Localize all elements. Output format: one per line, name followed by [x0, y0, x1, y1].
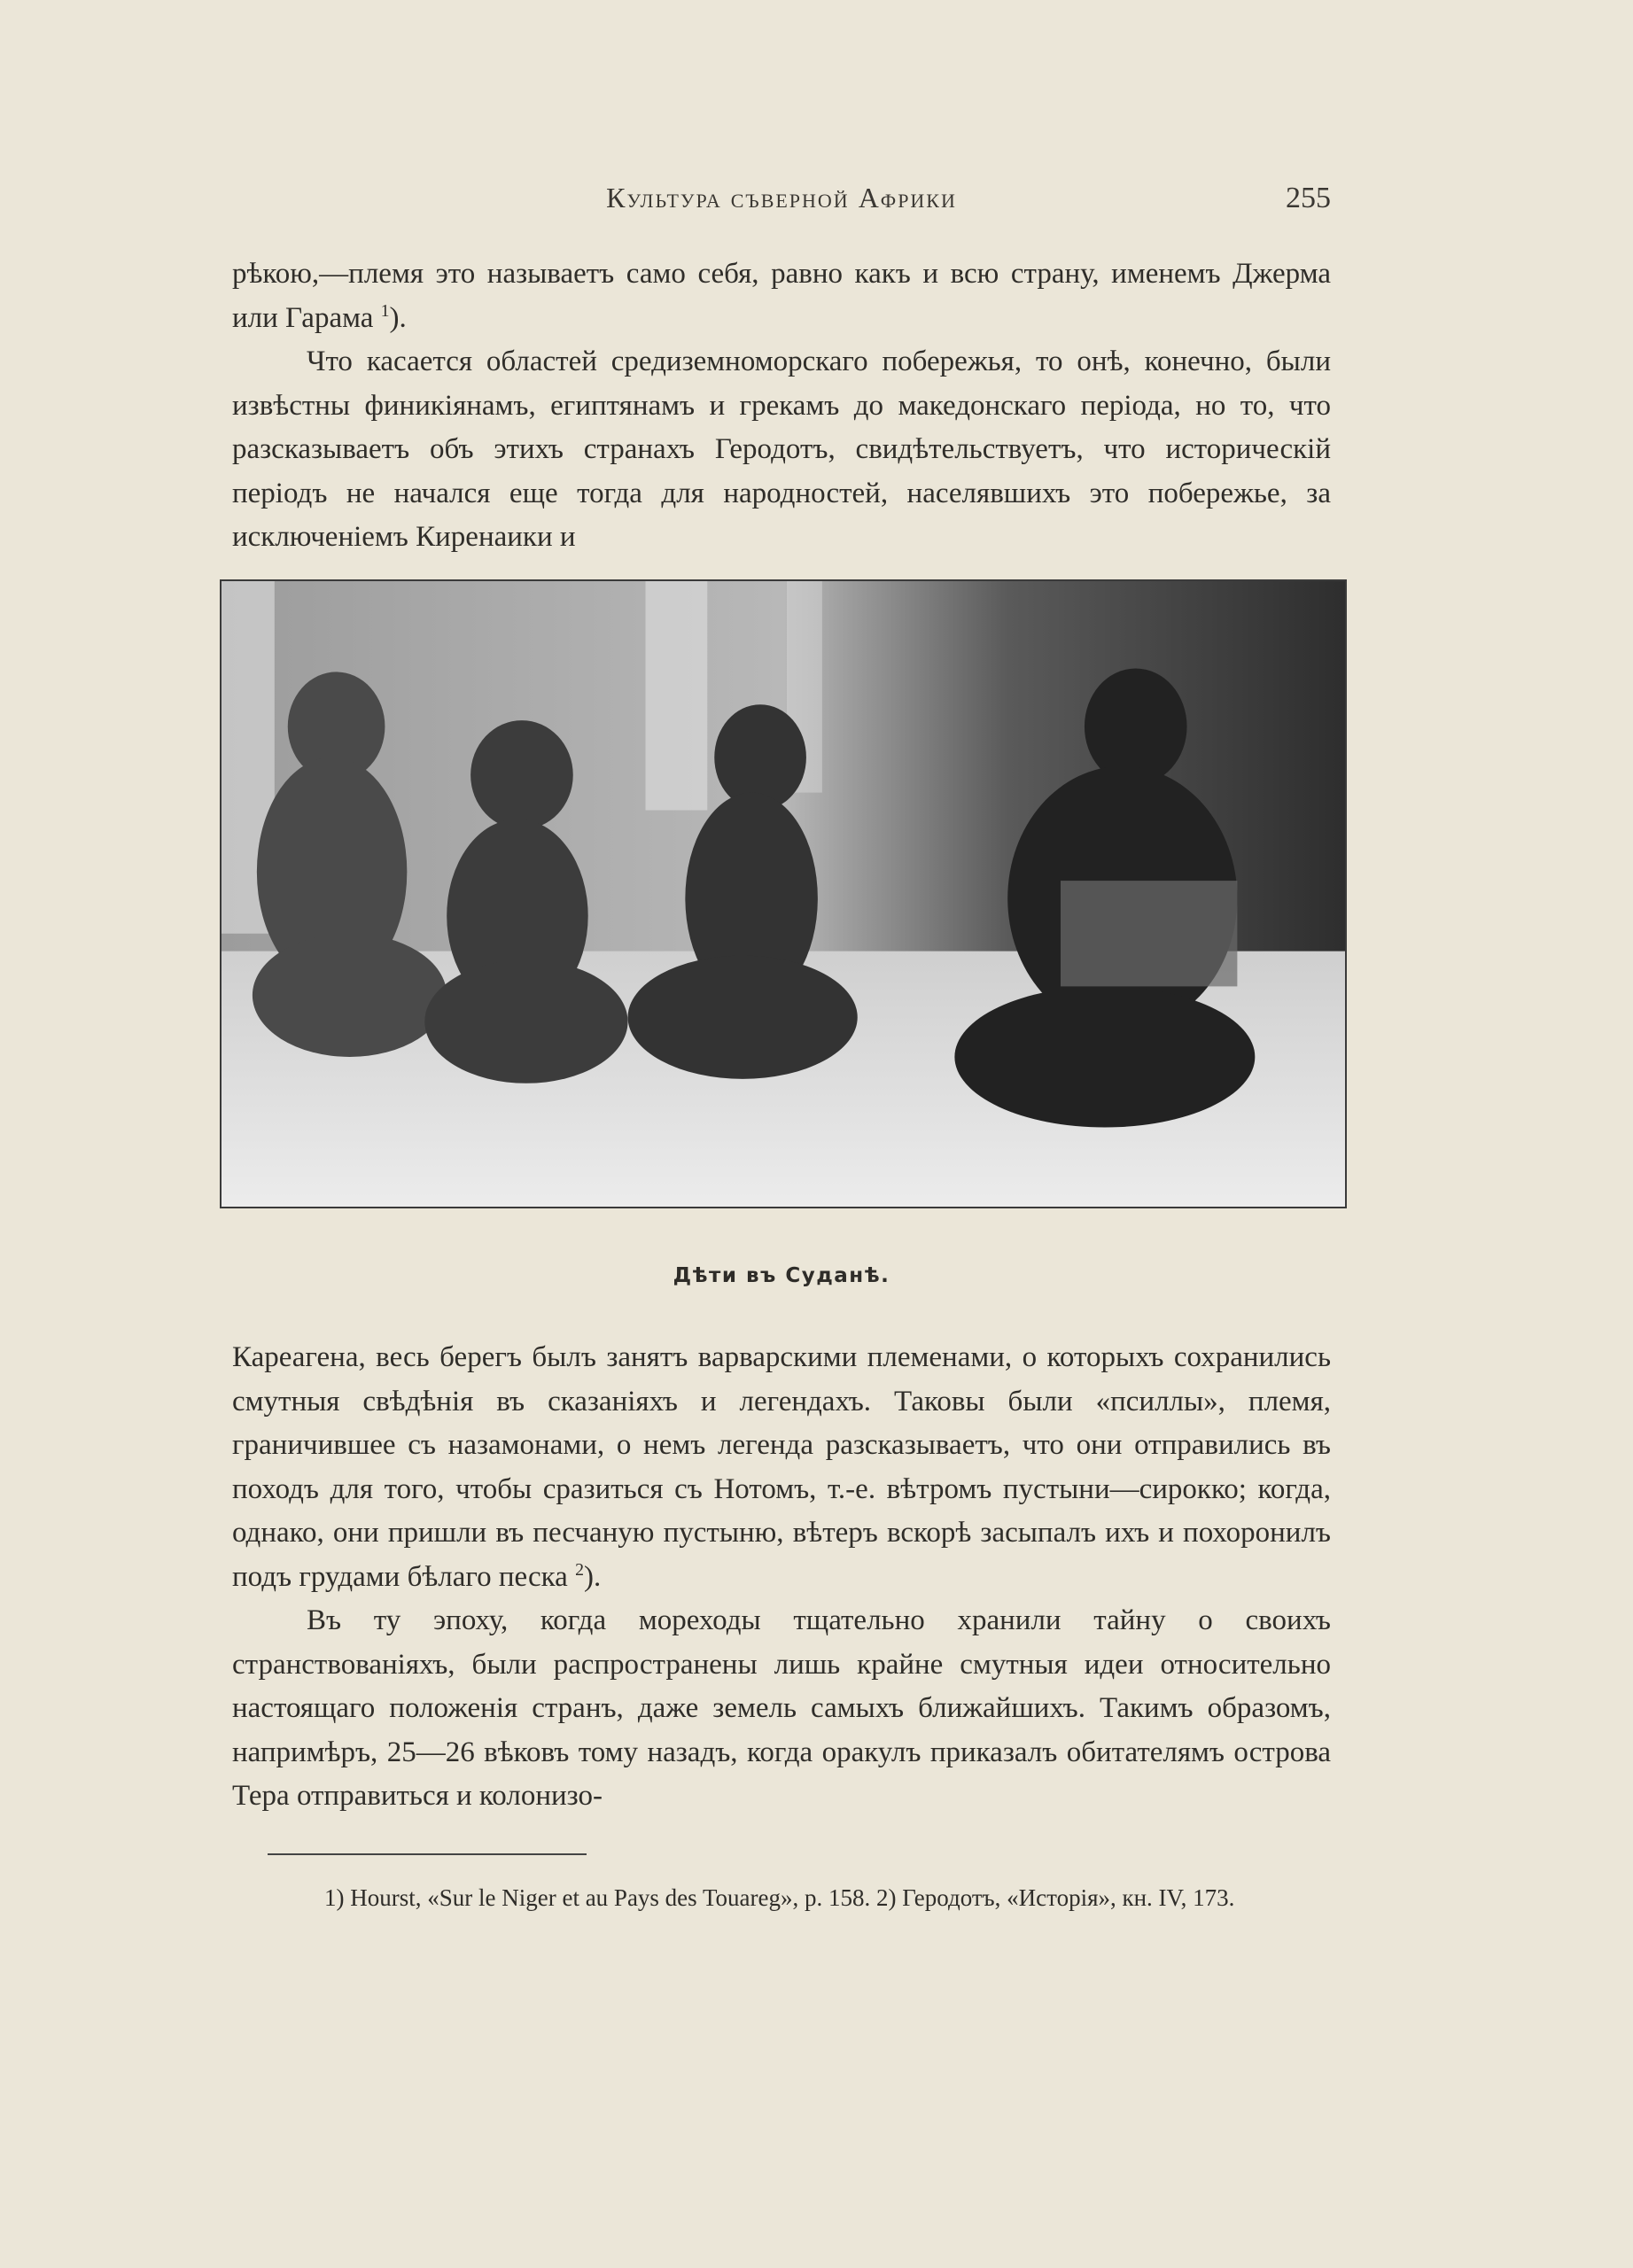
- photo-children-in-sudan: [222, 581, 1345, 1207]
- footnote-divider: [268, 1853, 587, 1855]
- paragraph-text: Кареагена, весь берегъ былъ занятъ варварскими племенами, о которыхъ сохранились смутныя свѣдѣнія въ сказаніяхъ и легендахъ. Таковы были «псиллы», племя, граничившее съ назамонами, о немъ легенда разсказываетъ, что они отправились въ походъ для того, чтобы сразиться съ Нотомъ, т.-е. вѣтромъ пустыни—сирокко; когда, однако, они пришли въ песчаную пустыню, вѣтеръ вскорѣ засыпалъ ихъ и похоронилъ подъ грудами бѣлаго песка: [232, 1341, 1331, 1593]
- figure-caption: Дѣти въ Суданѣ.: [673, 1264, 890, 1287]
- paragraph: Въ ту эпоху, когда мореходы тщательно хранили тайну о своихъ странствованіяхъ, были распространены лишь крайне смутныя идеи относительно настоящаго положенія странъ, даже земель самыхъ ближайшихъ. Такимъ образомъ, напримѣръ, 25—26 вѣковъ тому назадъ, когда оракулъ приказалъ обитателямъ острова Тера отправиться и колонизо-: [232, 1604, 1331, 1812]
- footnotes: [268, 1878, 1331, 1917]
- paragraph-text: рѣкою,—племя это называетъ само себя, равно какъ и всю страну, именемъ Джерма или Гарама: [232, 258, 1331, 334]
- paragraph-continued: рѣкою,—племя это называетъ само себя, равно какъ и всю страну, именемъ Джерма или Гарама $^1$).: [232, 258, 1331, 334]
- running-title: Культура съверной Африки: [606, 182, 957, 214]
- footnote-text: 1) Hourst, «Sur le Niger et au Pays des Touareg», p. 158. 2) Геродотъ, «Исторія», кн. IV, 173.: [324, 1884, 1235, 1911]
- page-number: 255: [1286, 182, 1331, 214]
- footnote-ref-1: 1: [380, 300, 390, 321]
- body-text-bottom: [232, 1336, 1331, 1819]
- running-head: [232, 182, 1331, 226]
- paragraph: Что касается областей средиземноморскаго побережья, то онѣ, конечно, были извѣстны финикіянамъ, египтянамъ и грекамъ до македонскаго періода, но то, что разсказываетъ объ этихъ странахъ Геродотъ, свидѣтельствуетъ, что историческій періодъ не начался еще тогда для народностей, населявшихъ это побережье, за исключеніемъ Киренаики и: [232, 346, 1331, 553]
- footnote-ref-2: 2: [575, 1559, 584, 1580]
- body-text-top: [232, 252, 1331, 560]
- paragraph-continued: Кареагена, весь берегъ былъ занятъ варварскими племенами, о которыхъ сохранились смутныя свѣдѣнія въ сказаніяхъ и легендахъ. Таковы были «псиллы», племя, граничившее съ назамонами, о немъ легенда разсказываетъ, что они отправились въ походъ для того, чтобы сразиться съ Нотомъ, т.-е. вѣтромъ пустыни—сирокко; когда, однако, они пришли въ песчаную пустыню, вѣтеръ вскорѣ засыпалъ ихъ и похоронилъ подъ грудами бѣлаго песка $^2$).: [232, 1341, 1331, 1593]
- photo-figure: [220, 579, 1347, 1208]
